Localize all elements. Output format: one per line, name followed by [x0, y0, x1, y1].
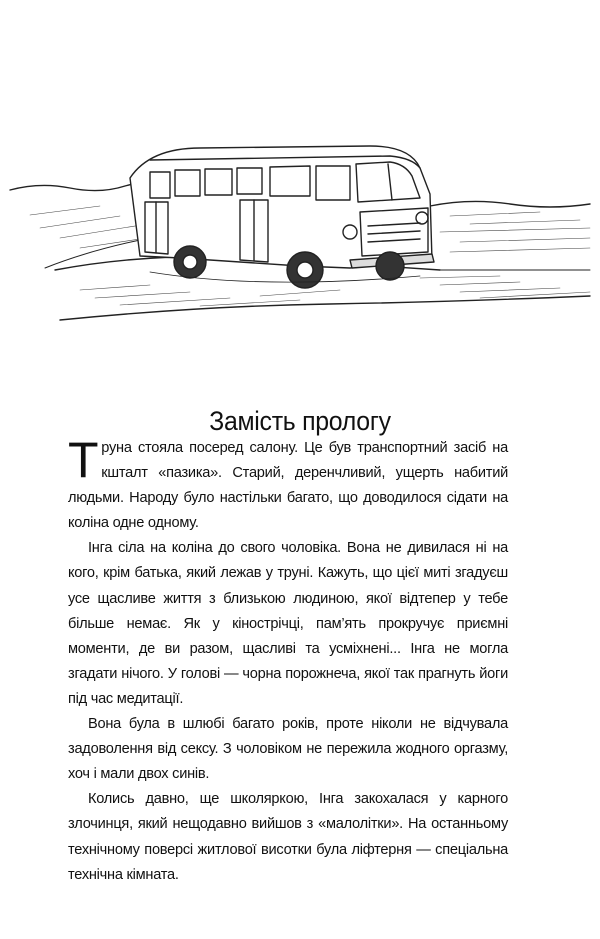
bus-illustration: [0, 120, 600, 370]
drop-cap: Т: [68, 432, 99, 488]
paragraph-text: Вона була в шлюбі багато років, проте ніколи не відчувала задоволення від сексу. З чоловіком не пережила жодного оргазму, хоч і мали двох синів.: [68, 716, 508, 783]
paragraph-text: Інга сіла на коліна до свого чоловіка. Вона не дивилася ні на кого, крім батька, який лежав у труні. Кажуть, що цієї миті згадуєш усе щасливе життя з близькою людиною, якої відтепер у тебе більше немає. Як у кінострічці, пам’ять прокручує приємні моменти, де ви разом, щасливі та усміхнені... Інга не могла згадати нічого. У голові — чорна порожнеча, якої так прагнуть йоги під час медитації.: [68, 540, 508, 707]
bus-body: [130, 146, 432, 268]
paragraph: [68, 787, 508, 887]
body-text: [68, 432, 508, 888]
paragraph-text: Колись давно, ще школяркою, Інга закохалася у карного злочинця, який нещодавно вийшов з «малолітки». На останньому технічному поверсі житлової висотки була ліфтерня — спеціальна технічна кімната.: [68, 791, 508, 883]
hills-line: [10, 182, 140, 191]
paragraph: [68, 536, 508, 712]
paragraph: [68, 432, 508, 536]
paragraph: [68, 712, 508, 787]
chapter-title: Замість прологу: [209, 406, 391, 437]
paragraph-text: руна стояла посеред салону. Це був транспортний засіб на кшталт «пазика». Старий, деренчливий, ущерть набитий людьми. Народу було настільки багато, що доводилося сідати на коліна одне одному.: [68, 440, 508, 532]
